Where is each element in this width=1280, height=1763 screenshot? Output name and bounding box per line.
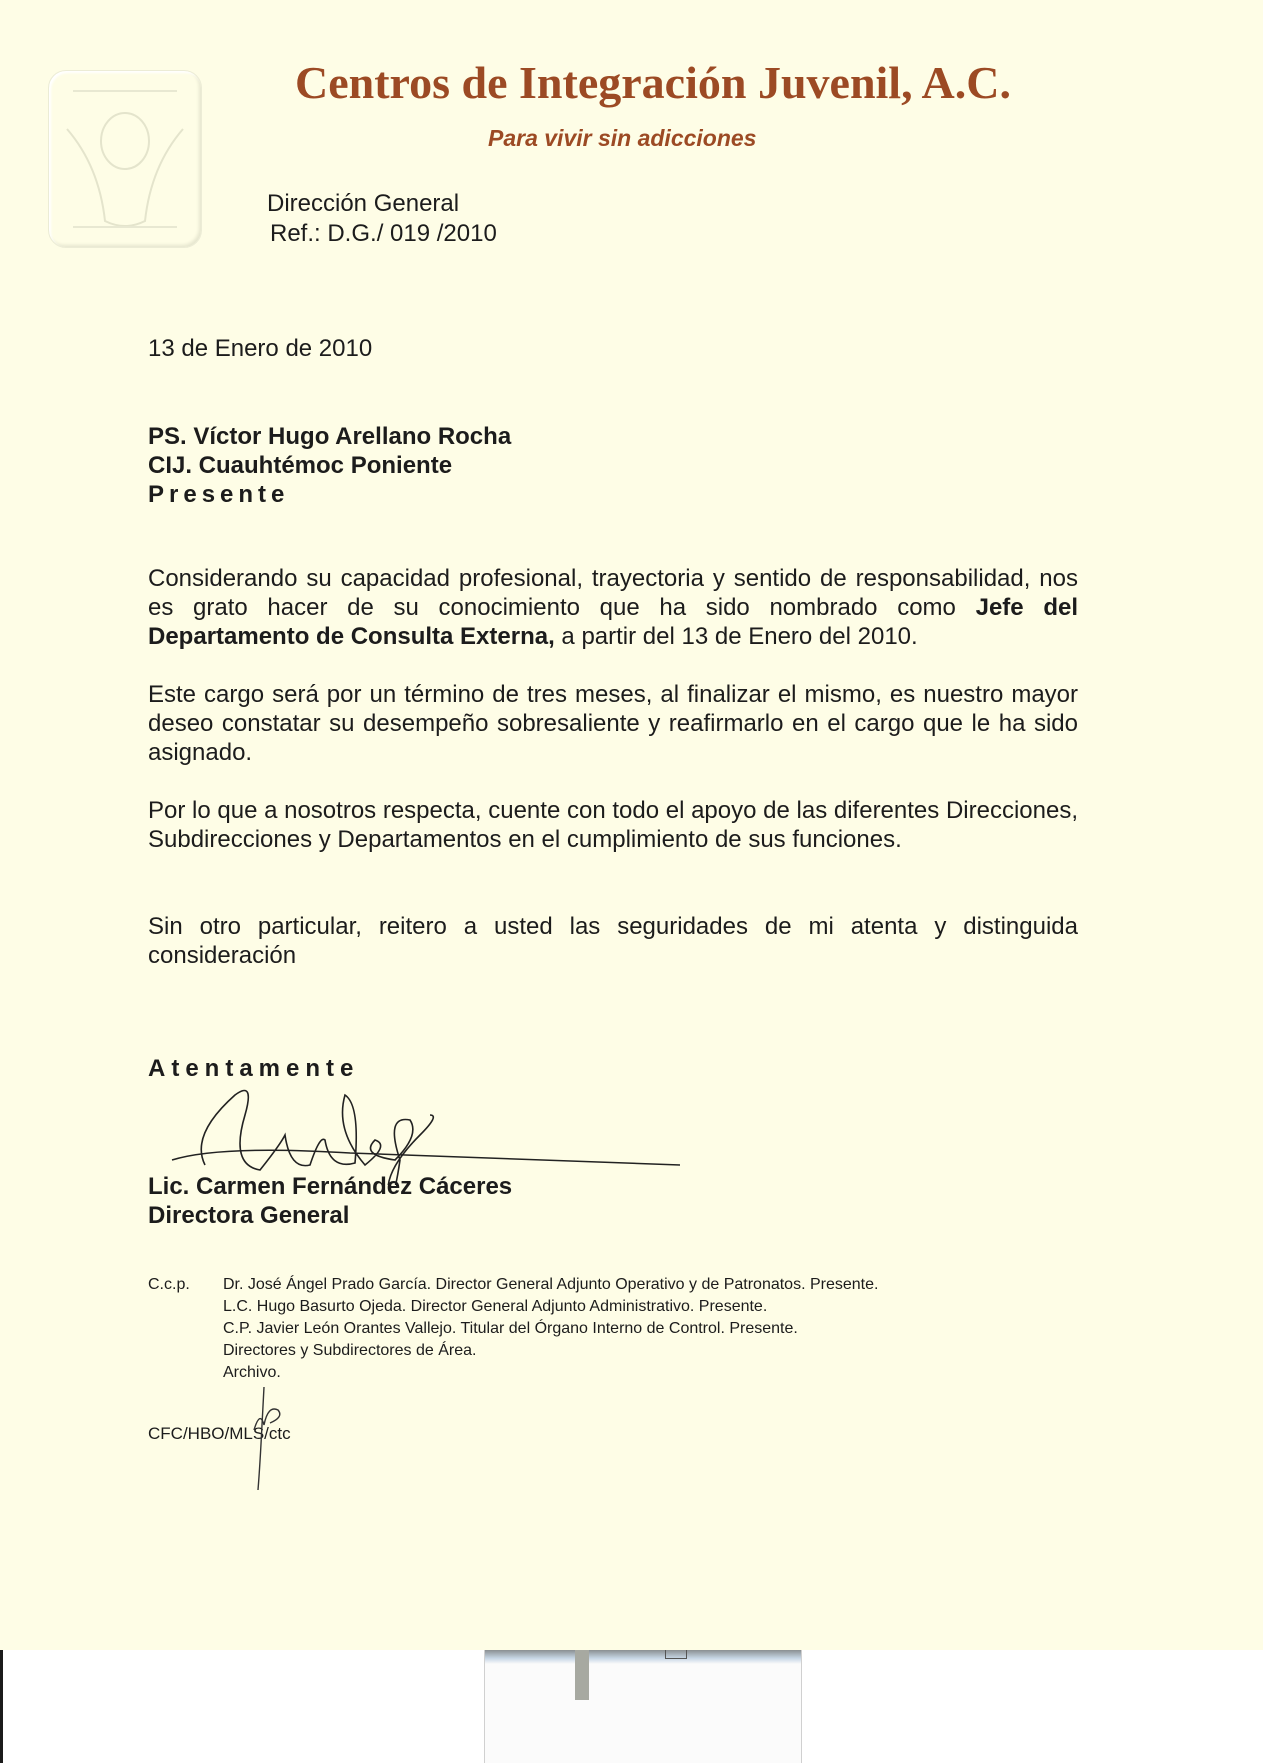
ccp-recipient: Directores y Subdirectores de Área. xyxy=(223,1342,477,1359)
paragraph-3: Por lo que a nosotros respecta, cuente con todo el apoyo de las diferentes Direcciones, Subdirecciones y Departamentos en el cumplimiento de sus funciones. xyxy=(148,797,1078,853)
reference-initials: CFC/HBO/MLS/ctc xyxy=(148,1424,291,1443)
slogan: Para vivir sin adicciones xyxy=(488,125,757,151)
salutation: Presente xyxy=(148,481,290,508)
paragraph-1-text: Considerando su capacidad profesional, trayectoria y sentido de responsabilidad, nos es grato hacer de su conocimiento que ha sido nombrado como xyxy=(148,565,1078,621)
department: Dirección General xyxy=(267,190,460,217)
reference-number: Ref.: D.G./ 019 /2010 xyxy=(270,220,497,247)
ccp-recipient: L.C. Hugo Basurto Ojeda. Director General Adjunto Administrativo. Presente. xyxy=(223,1298,768,1315)
recipient-unit: CIJ. Cuauhtémoc Poniente xyxy=(148,452,453,479)
paragraph-1-end: a partir del 13 de Enero del 2010. xyxy=(554,623,918,650)
signer-title: Directora General xyxy=(148,1202,350,1229)
signer-name: Lic. Carmen Fernández Cáceres xyxy=(148,1173,513,1200)
initial-signature xyxy=(250,1385,290,1495)
ccp-recipient: Archivo. xyxy=(223,1364,281,1381)
clip-icon xyxy=(575,1650,589,1700)
recipient-name: PS. Víctor Hugo Arellano Rocha xyxy=(148,423,512,450)
recipient-block xyxy=(148,422,511,509)
handwritten-signature xyxy=(160,1075,680,1185)
signer-block xyxy=(148,1172,512,1230)
letter-date: 13 de Enero de 2010 xyxy=(148,335,373,362)
scanner-background-strip xyxy=(484,1650,802,1763)
scanner-edge xyxy=(0,1650,3,1763)
ccp-recipient: C.P. Javier León Orantes Vallejo. Titular del Órgano Interno de Control. Presente. xyxy=(223,1320,798,1337)
organization-title: Centros de Integración Juvenil, A.C. xyxy=(295,57,1011,108)
paragraph-1 xyxy=(148,564,1078,651)
appointment-position: Jefe del Departamento de Consulta Externa, xyxy=(148,594,1078,650)
valediction: Atentamente xyxy=(148,1055,360,1082)
ccp-label: C.c.p. xyxy=(148,1276,190,1293)
embossed-person-logo-icon xyxy=(48,70,202,248)
paragraph-2: Este cargo será por un término de tres meses, al finalizar el mismo, es nuestro mayor deseo constatar su desempeño sobresaliente y reafirmarlo en el cargo que le ha sido asignado. xyxy=(148,681,1078,766)
ccp-recipient: Dr. José Ángel Prado García. Director General Adjunto Operativo y de Patronatos. Presente. xyxy=(223,1276,879,1293)
paragraph-4: Sin otro particular, reitero a usted las seguridades de mi atenta y distinguida consideración xyxy=(148,913,1078,969)
